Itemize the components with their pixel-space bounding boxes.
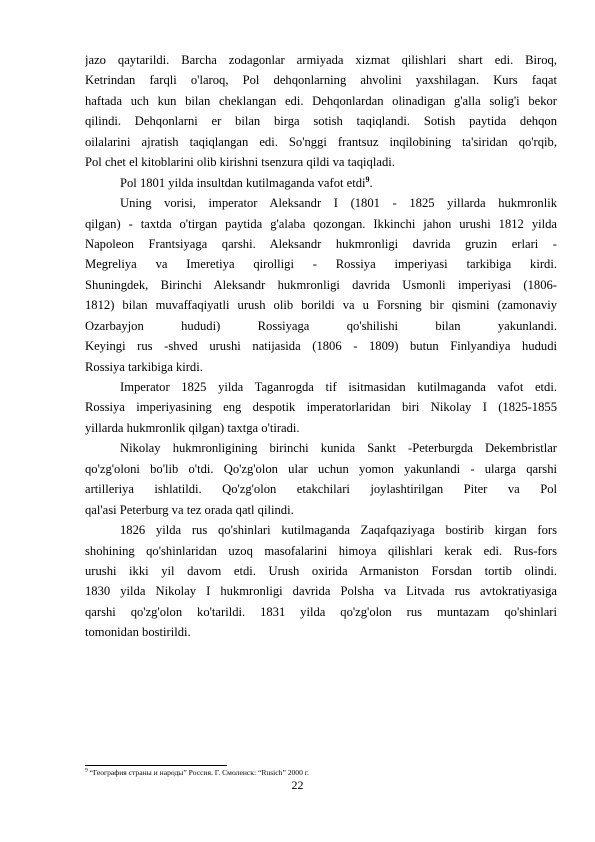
footnote-reference[interactable]: 9	[365, 174, 370, 184]
paragraph-line: Shuningdek, Birinchi Aleksandr hukmronligi davrida Usmonli imperiyasi (1806-	[85, 277, 557, 292]
paragraph-line: qal'asi Peterburg va tez orada qatl qilindi.	[85, 502, 294, 517]
paragraph-line: tomonidan bostirildi.	[85, 625, 191, 640]
paragraph-line: 1812) bilan muvaffaqiyatli urush olib borildi va u Forsning bir qismini (zamonaviy	[85, 298, 557, 313]
paragraph-line: Pol chet el kitoblarini olib kirishni tsenzura qildi va taqiqladi.	[85, 155, 395, 170]
paragraph-line: Rossiya imperiyasining eng despotik imperatorlaridan biri Nikolay I (1825-1855	[85, 400, 557, 415]
paragraph-line: haftada uch kun bilan cheklangan edi. Dehqonlardan olinadigan g'alla solig'i bekor	[85, 93, 557, 108]
footnote-number: 9	[85, 767, 88, 774]
paragraph-line: Ketrindan farqli o'laroq, Pol dehqonlarning ahvolini yaxshilagan. Kurs faqat	[85, 73, 557, 88]
paragraph-period: .	[369, 175, 373, 190]
paragraph-line: qarshi qo'zg'olon ko'tarildi. 1831 yilda qo'zg'olon rus muntazam qo'shinlari	[85, 604, 557, 619]
footnote	[85, 768, 309, 778]
paragraph-line: Ozarbayjon hududi) Rossiyaga qo'shilishi bilan yakunlandi.	[85, 318, 557, 333]
paragraph-line: 1830 yilda Nikolay I hukmronligi davrida Polsha va Litvada rus avtokratiyasiga	[85, 584, 557, 599]
paragraph-text: Pol 1801 yilda insultdan kutilmaganda vafot etdi	[120, 175, 366, 190]
paragraph-line: Napoleon Frantsiyaga qarshi. Aleksandr hukmronligi davrida gruzin erlari -	[85, 236, 557, 251]
page-number: 22	[291, 778, 304, 792]
paragraph-line: 1826 yilda rus qo'shinlari kutilmaganda Zaqafqaziyaga bostirib kirgan fors	[120, 523, 557, 538]
paragraph-line: Rossiya tarkibiga kirdi.	[85, 359, 203, 374]
paragraph-line	[85, 173, 557, 193]
paragraph-line: urushi ikki yil davom etdi. Urush oxirida Armaniston Forsdan tortib olindi.	[85, 563, 557, 578]
paragraph-line: oilalarini ajratish taqiqlangan edi. So'nggi frantsuz inqilobining ta'siridan qo'rqib,	[85, 134, 557, 149]
footnote-text: “География страны и народы” Россия. Г. Смоленск: “Rusich” 2000 г.	[87, 768, 309, 777]
paragraph-line: qo'zg'oloni bo'lib o'tdi. Qo'zg'olon ular uchun yomon yakunlandi - ularga qarshi	[85, 461, 557, 476]
paragraph-line: qilgan) - taxtda o'tirgan paytida g'alaba qozongan. Ikkinchi jahon urushi 1812 yilda	[85, 216, 557, 231]
paragraph-line: Nikolay hukmronligining birinchi kunida Sankt -Peterburgda Dekembristlar	[120, 441, 557, 456]
paragraph-line: qilindi. Dehqonlarni er bilan birga sotish taqiqlandi. Sotish paytida dehqon	[85, 114, 557, 129]
paragraph-line: Imperator 1825 yilda Taganrogda tif isitmasidan kutilmaganda vafot etdi.	[120, 380, 557, 394]
footnote-separator	[85, 765, 227, 766]
paragraph-line: artilleriya ishlatildi. Qo'zg'olon etakchilari joylashtirilgan Piter va Pol	[85, 482, 557, 497]
paragraph-line: shohining qo'shinlaridan uzoq masofalarini himoya qilishlari kerak edi. Rus-fors	[85, 543, 557, 558]
paragraph-line: yillarda hukmronlik qilgan) taxtga o'tiradi.	[85, 420, 300, 435]
paragraph-line: Keyingi rus -shved urushi natijasida (1806 - 1809) butun Finlyandiya hududi	[85, 339, 557, 354]
paragraph-line: jazo qaytarildi. Barcha zodagonlar armiyada xizmat qilishlari shart edi. Biroq,	[85, 53, 557, 67]
paragraph-line: Megreliya va Imeretiya qirolligi - Rossiya imperiyasi tarkibiga kirdi.	[85, 257, 557, 272]
paragraph-line: Uning vorisi, imperator Aleksandr I (1801 - 1825 yillarda hukmronlik	[120, 196, 557, 211]
document-body	[85, 50, 557, 643]
